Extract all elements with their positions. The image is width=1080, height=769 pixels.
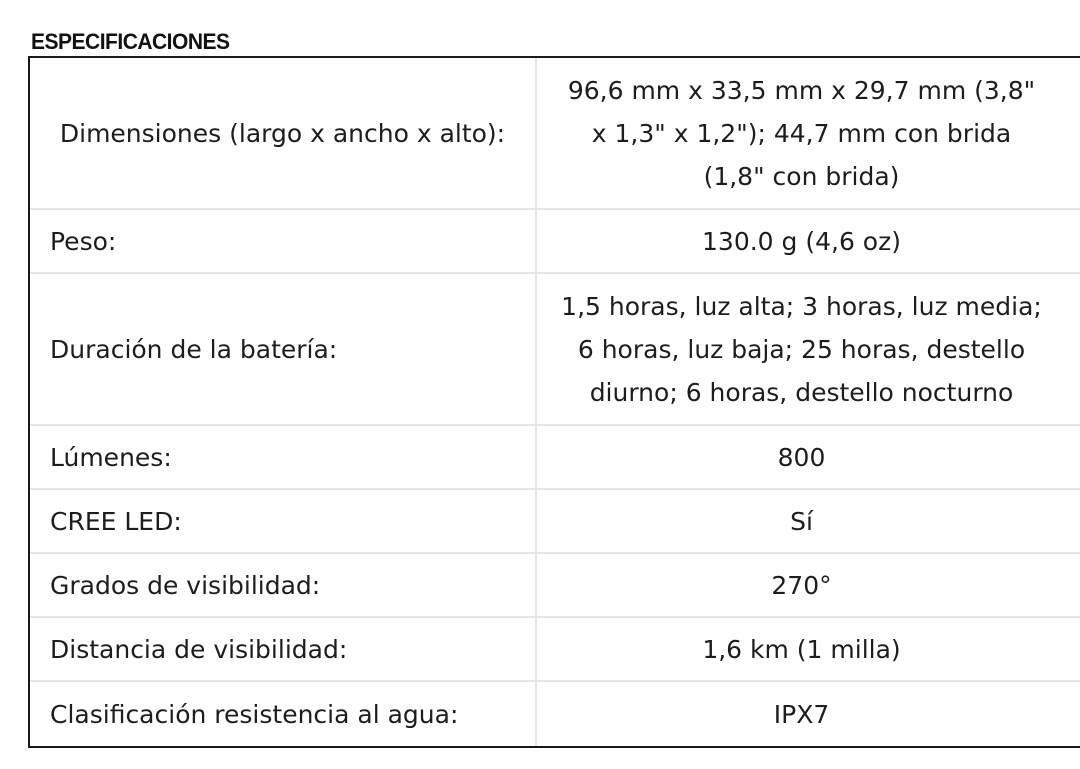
spec-value-water-resistance: IPX7 xyxy=(773,699,830,729)
spec-value-visibility-degrees: 270° xyxy=(537,554,1080,618)
spec-label-cree-led: CREE LED: xyxy=(30,490,537,554)
specifications-table xyxy=(28,56,1080,748)
spec-value-weight: 130.0 g (4,6 oz) xyxy=(537,210,1080,274)
spec-value-cree-led: Sí xyxy=(537,490,1080,554)
spec-label-dimensions: Dimensiones (largo x ancho x alto): xyxy=(30,58,537,210)
spec-label-visibility-distance: Distancia de visibilidad: xyxy=(30,618,537,682)
spec-label-visibility-degrees: Grados de visibilidad: xyxy=(30,554,537,618)
spec-value-lumens: 800 xyxy=(537,426,1080,490)
spec-value-dimensions: 96,6 mm x 33,5 mm x 29,7 mm (3,8" x 1,3" x 1,2"); 44,7 mm con brida (1,8" con brida) xyxy=(537,58,1080,210)
spec-label-battery-life: Duración de la batería: xyxy=(30,274,537,426)
spec-value-visibility-distance: 1,6 km (1 milla) xyxy=(537,618,1080,682)
spec-value-battery-life: 1,5 horas, luz alta; 3 horas, luz media; 6 horas, luz baja; 25 horas, destello diurno; 6 horas, destello nocturno xyxy=(537,274,1080,426)
spec-label-water-resistance: Clasificación resistencia al agua: xyxy=(30,682,537,746)
spec-label-weight: Peso: xyxy=(30,210,537,274)
spec-label-lumens: Lúmenes: xyxy=(30,426,537,490)
page-title: ESPECIFICACIONES xyxy=(31,30,230,55)
